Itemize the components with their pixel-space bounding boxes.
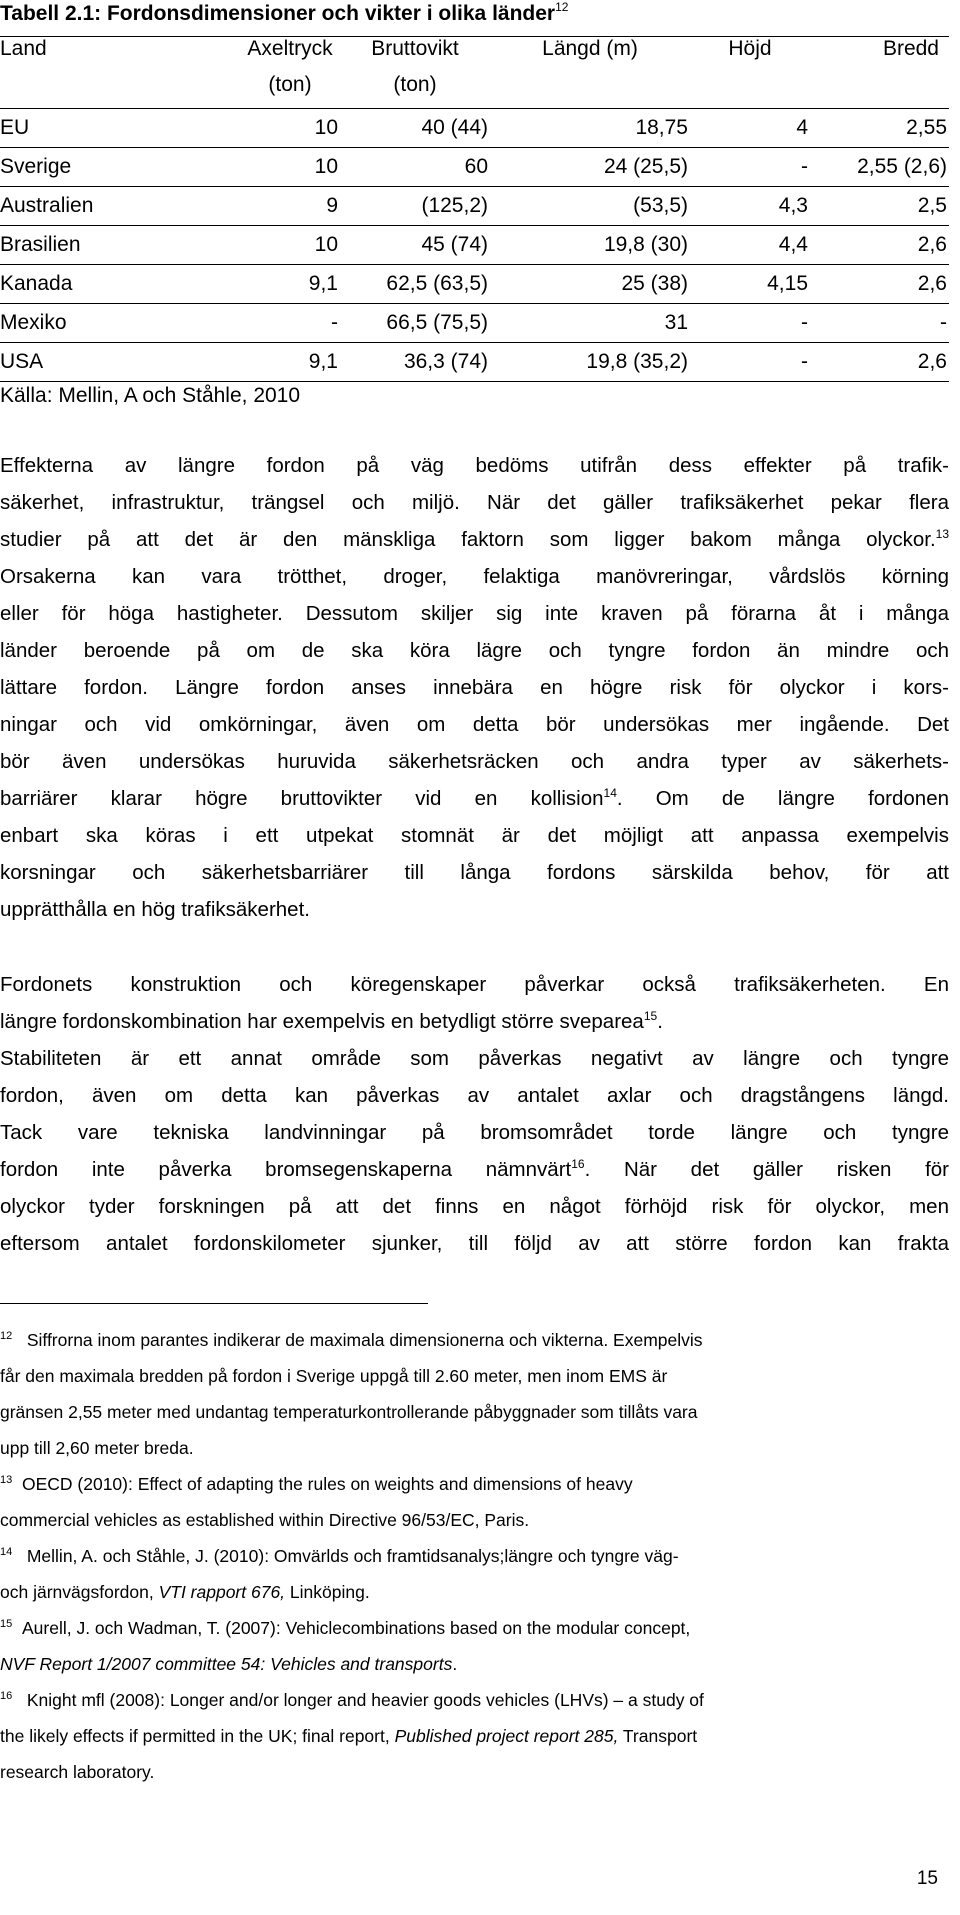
footnote-14 (0, 1538, 949, 1610)
table-row (0, 187, 949, 226)
table-cell: 4,4 (690, 226, 810, 265)
table-cell: Kanada (0, 265, 240, 304)
footnote-ref-15: 15 (643, 1009, 658, 1024)
text-line: fordon, även om detta kan påverkas av antalet axlar och dragstångens längd. (0, 1084, 949, 1107)
table-cell: 36,3 (74) (340, 343, 490, 382)
table-cell: 2,5 (810, 187, 949, 226)
dimensions-table (0, 36, 949, 382)
footnote-ref-14: 14 (603, 786, 617, 801)
footnote-number: 12 (0, 1330, 13, 1343)
footnote-line (0, 1322, 949, 1358)
footnote-line: får den maximala bredden på fordon i Sverige uppgå till 2.60 meter, men inom EMS är (0, 1366, 668, 1386)
table-cell: 4,15 (690, 265, 810, 304)
col-header-bruttovikt: Bruttovikt (340, 37, 490, 73)
text-segment: Aurell, J. och Wadman, T. (2007): Vehiclecombinations based on the modular concept, (21, 1618, 691, 1638)
table-row (0, 109, 949, 148)
table-title (0, 2, 568, 26)
table-cell: - (690, 148, 810, 187)
text-segment: och järnvägsfordon, (0, 1582, 159, 1602)
footnote-number: 13 (0, 1474, 13, 1487)
text-line: Tack vare tekniska landvinningar på bromsområdet torde längre och tyngre (0, 1121, 949, 1144)
table-cell: Sverige (0, 148, 240, 187)
table-cell: 45 (74) (340, 226, 490, 265)
col-unit-bruttovikt: (ton) (340, 73, 490, 109)
text-line: upprätthålla en hög trafiksäkerhet. (0, 898, 310, 921)
col-header-bredd: Bredd (810, 37, 949, 73)
table-cell: Australien (0, 187, 240, 226)
table-source: Källa: Mellin, A och Ståhle, 2010 (0, 384, 301, 407)
footnote-number: 14 (0, 1546, 13, 1559)
page-number: 15 (916, 1868, 938, 1889)
footnote-13 (0, 1466, 949, 1538)
table-cell: 2,6 (810, 265, 949, 304)
text-segment: OECD (2010): Effect of adapting the rules on weights and dimensions of heavy (21, 1474, 633, 1494)
footnote-number: 15 (0, 1618, 13, 1631)
col-header-langd: Längd (m) (490, 37, 690, 73)
text-segment: Mellin, A. och Ståhle, J. (2010): Omvärlds och framtidsanalys;längre och tyngre väg- (26, 1546, 679, 1566)
table-cell: (125,2) (340, 187, 490, 226)
text-segment: Siffrorna inom parantes indikerar de maximala dimensionerna och vikterna. Exempelvis (26, 1330, 703, 1350)
footnote-line: upp till 2,60 meter breda. (0, 1438, 194, 1458)
text-segment-italic: Published project report 285, (394, 1726, 619, 1746)
col-header-hojd: Höjd (690, 37, 810, 73)
footnote-number: 16 (0, 1690, 13, 1703)
text-segment-italic: NVF Report 1/2007 committee 54: Vehicles and transports (0, 1654, 453, 1674)
table-cell: 10 (240, 226, 340, 265)
text-line: lättare fordon. Längre fordon anses innebära en högre risk för olyckor i kors- (0, 676, 949, 699)
col-unit-bredd (810, 73, 949, 109)
text-line (0, 1003, 949, 1040)
table-cell: 25 (38) (490, 265, 690, 304)
table-cell: (53,5) (490, 187, 690, 226)
table-cell: Brasilien (0, 226, 240, 265)
footnote-line: research laboratory. (0, 1762, 155, 1782)
text-line: eftersom antalet fordonskilometer sjunker, till följd av att större fordon kan frakta (0, 1232, 949, 1255)
table-cell: 31 (490, 304, 690, 343)
table-header-units-row (0, 73, 949, 109)
table-cell: 60 (340, 148, 490, 187)
text-segment: fordon inte påverka bromsegenskaperna nämnvärt (0, 1158, 572, 1181)
col-unit-land (0, 73, 240, 109)
table-cell: 62,5 (63,5) (340, 265, 490, 304)
table-row (0, 343, 949, 382)
table-cell: 9,1 (240, 265, 340, 304)
table-cell: - (810, 304, 949, 343)
text-line: korsningar och säkerhetsbarriärer till långa fordons särskilda behov, för att (0, 861, 949, 884)
footnote-line: commercial vehicles as established within Directive 96/53/EC, Paris. (0, 1510, 530, 1530)
text-segment: . (657, 1010, 663, 1033)
table-cell: 40 (44) (340, 109, 490, 148)
text-segment: . (452, 1654, 458, 1674)
table-cell: EU (0, 109, 240, 148)
text-line: enbart ska köras i ett utpekat stomnät är det möjligt att anpassa exempelvis (0, 824, 949, 847)
text-line: länder beroende på om de ska köra lägre och tyngre fordon än mindre och (0, 639, 949, 662)
footnote-line (0, 1718, 949, 1754)
text-segment-italic: VTI rapport 676, (158, 1582, 286, 1602)
table-cell: 9,1 (240, 343, 340, 382)
table-cell: 2,55 (810, 109, 949, 148)
table-title-text: Tabell 2.1: Fordonsdimensioner och vikter i olika länder (0, 2, 556, 25)
col-header-axeltryck: Axeltryck (240, 37, 340, 73)
text-segment: . Om de längre fordonen (616, 787, 949, 810)
footnote-line: gränsen 2,55 meter med undantag temperaturkontrollerande påbyggnader som tillåts vara (0, 1402, 698, 1422)
table-cell: Mexiko (0, 304, 240, 343)
text-line (0, 521, 949, 558)
text-segment: Knight mfl (2008): Longer and/or longer and heavier goods vehicles (LHVs) – a study of (26, 1690, 704, 1710)
text-line: eller för höga hastigheter. Dessutom skiljer sig inte kraven på förarna åt i många (0, 602, 949, 625)
text-segment: studier på att det är den mänskliga faktorn som ligger bakom många olyckor. (0, 528, 936, 551)
table-cell: 10 (240, 109, 340, 148)
text-line: Orsakerna kan vara trötthet, droger, felaktiga manövreringar, vårdslös körning (0, 565, 949, 588)
text-segment: Transport (618, 1726, 698, 1746)
table-cell: 18,75 (490, 109, 690, 148)
text-line: Stabiliteten är ett annat område som påverkas negativt av längre och tyngre (0, 1047, 949, 1070)
table-row (0, 265, 949, 304)
table-header-row (0, 37, 949, 73)
text-line: olyckor tyder forskningen på att det finns en något förhöjd risk för olyckor, men (0, 1195, 949, 1218)
text-line: säkerhet, infrastruktur, trängsel och miljö. När det gäller trafiksäkerhet pekar flera (0, 491, 949, 514)
footnote-separator (0, 1303, 428, 1304)
footnote-line (0, 1682, 949, 1718)
text-line (0, 1151, 949, 1188)
table-cell: 2,6 (810, 226, 949, 265)
text-line: Effekterna av längre fordon på väg bedöms utifrån dess effekter på trafik- (0, 454, 949, 477)
table-cell: 9 (240, 187, 340, 226)
table-cell: 10 (240, 148, 340, 187)
table-row (0, 304, 949, 343)
col-unit-langd (490, 73, 690, 109)
footnote-line (0, 1646, 949, 1682)
text-line: Fordonets konstruktion och köregenskaper påverkar också trafiksäkerheten. En (0, 973, 949, 996)
text-line (0, 780, 949, 817)
footnote-16 (0, 1682, 949, 1790)
text-line: ningar och vid omkörningar, även om detta bör undersökas mer ingående. Det (0, 713, 949, 736)
text-segment: . När det gäller risken för (584, 1158, 949, 1181)
table-row (0, 148, 949, 187)
footnote-ref-16: 16 (571, 1157, 585, 1172)
table-cell: 66,5 (75,5) (340, 304, 490, 343)
footnote-ref-13: 13 (935, 527, 949, 542)
table-cell: 19,8 (30) (490, 226, 690, 265)
footnote-ref-12: 12 (555, 0, 569, 14)
footnote-line (0, 1466, 949, 1502)
text-segment: längre fordonskombination har exempelvis en betydligt större svepareа (0, 1010, 644, 1033)
table-row (0, 226, 949, 265)
text-line: bör även undersökas huruvida säkerhetsräcken och andra typer av säkerhets- (0, 750, 949, 773)
col-header-land: Land (0, 37, 240, 73)
table-cell: 2,6 (810, 343, 949, 382)
table-cell: 4,3 (690, 187, 810, 226)
text-segment: Linköping. (285, 1582, 370, 1602)
text-segment: barriärer klarar högre bruttovikter vid en kollision (0, 787, 604, 810)
footnote-line (0, 1538, 949, 1574)
col-unit-hojd (690, 73, 810, 109)
paragraph-construction (0, 966, 949, 1262)
table-cell: USA (0, 343, 240, 382)
table-cell: 19,8 (35,2) (490, 343, 690, 382)
footnote-15 (0, 1610, 949, 1682)
table-cell: - (240, 304, 340, 343)
table-cell: 24 (25,5) (490, 148, 690, 187)
table-cell: - (690, 343, 810, 382)
col-unit-axeltryck: (ton) (240, 73, 340, 109)
table-cell: 4 (690, 109, 810, 148)
table-cell: 2,55 (2,6) (810, 148, 949, 187)
footnote-12 (0, 1322, 949, 1466)
footnote-line (0, 1574, 949, 1610)
table-cell: - (690, 304, 810, 343)
footnote-line (0, 1610, 949, 1646)
text-segment: the likely effects if permitted in the UK; final report, (0, 1726, 395, 1746)
paragraph-effects (0, 447, 949, 928)
